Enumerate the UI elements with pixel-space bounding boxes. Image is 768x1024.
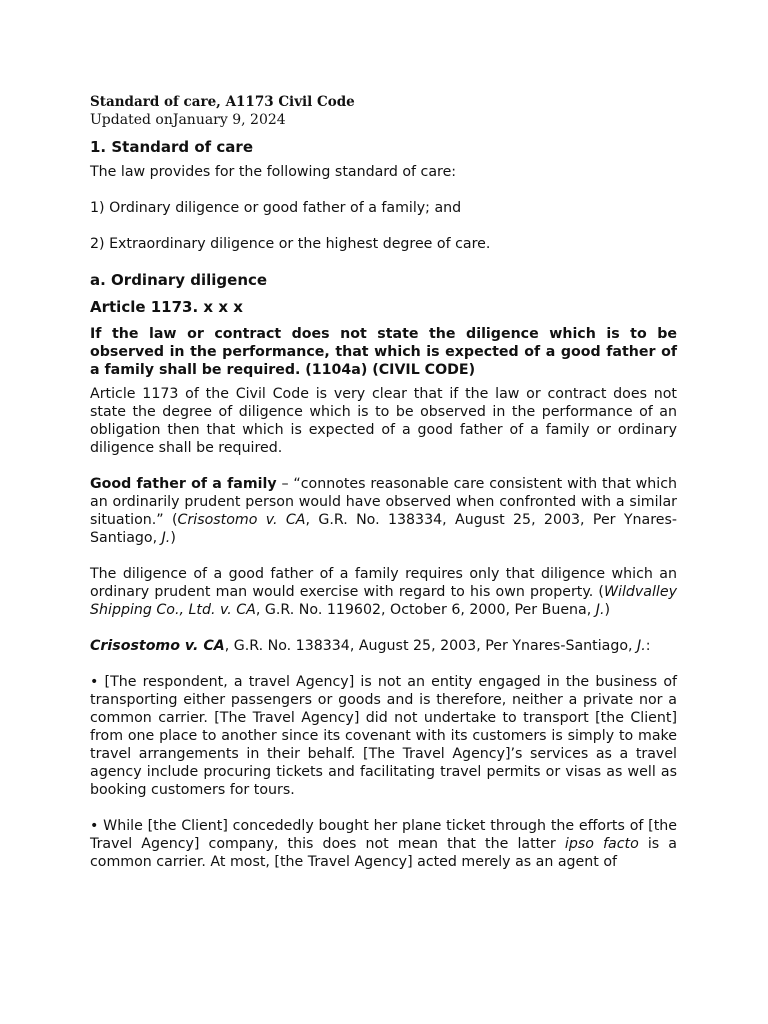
list-item-ordinary: 1) Ordinary diligence or good father of a family; and [90, 200, 462, 216]
section-heading-ordinary-diligence: a. Ordinary diligence [90, 271, 268, 289]
case-name: Crisostomo v. CA [177, 512, 306, 528]
article-quote: If the law or contract does not state the diligence which is to be observed in the performance, that which is expected of a good father of a family shall be required. (1104a) (CIVIL CODE) [90, 326, 677, 378]
updated-date: Updated onJanuary 9, 2024 [90, 112, 286, 128]
case-citation-heading: Crisostomo v. CA, G.R. No. 138334, August 25, 2003, Per Ynares-Santiago, J.: [90, 638, 651, 654]
case-name: Crisostomo v. CA [90, 638, 225, 654]
case-name: Wildvalley Shipping Co., Ltd. v. CA [90, 584, 677, 618]
bullet-plane-ticket: • While [the Client] concededly bought her plane ticket through the efforts of [the Travel Agency] company, this does not mean that the latter ipso facto is a common carrier. At most, [the Travel Agency] acted merely as an agent of [90, 818, 677, 870]
diligence-paragraph: The diligence of a good father of a family requires only that diligence which an ordinary prudent man would exercise with regard to his own property. (Wildvalley Shipping Co., Ltd. v. CA, G.R. No. 119602, October 6, 2000, Per Buena, J.) [90, 566, 677, 618]
list-item-extraordinary: 2) Extraordinary diligence or the highest degree of care. [90, 236, 491, 252]
good-father-definition: Good father of a family – “connotes reasonable care consistent with that which an ordinarily prudent person would have observed when confronted with a similar situation.” (Crisostomo v. CA, G.R. No. 138334, August 25, 2003, Per Ynares-Santiago, J.) [90, 476, 677, 546]
section-heading-standard-of-care: 1. Standard of care [90, 138, 253, 156]
good-father-term: Good father of a family [90, 476, 277, 492]
bullet-travel-agency: • [The respondent, a travel Agency] is not an entity engaged in the business of transporting either passengers or goods and is therefore, neither a private nor a common carrier. [The Travel Agency] did not undertake to transport [the Client] from one place to another since its covenant with its customers is simply to make travel arrangements in their behalf. [The Travel Agency]’s services as a travel agency include procuring tickets and facilitating travel permits or visas as well as booking customers for tours. [90, 674, 677, 798]
article-explanation: Article 1173 of the Civil Code is very clear that if the law or contract does not state the degree of diligence which is to be observed in the performance of an obligation then that which is expected of a good father of a family or ordinary diligence shall be required. [90, 386, 677, 456]
document-body [90, 94, 677, 871]
intro-paragraph: The law provides for the following standard of care: [90, 164, 457, 180]
document-title: Standard of care, A1173 Civil Code [90, 94, 355, 110]
article-heading: Article 1173. x x x [90, 298, 243, 316]
